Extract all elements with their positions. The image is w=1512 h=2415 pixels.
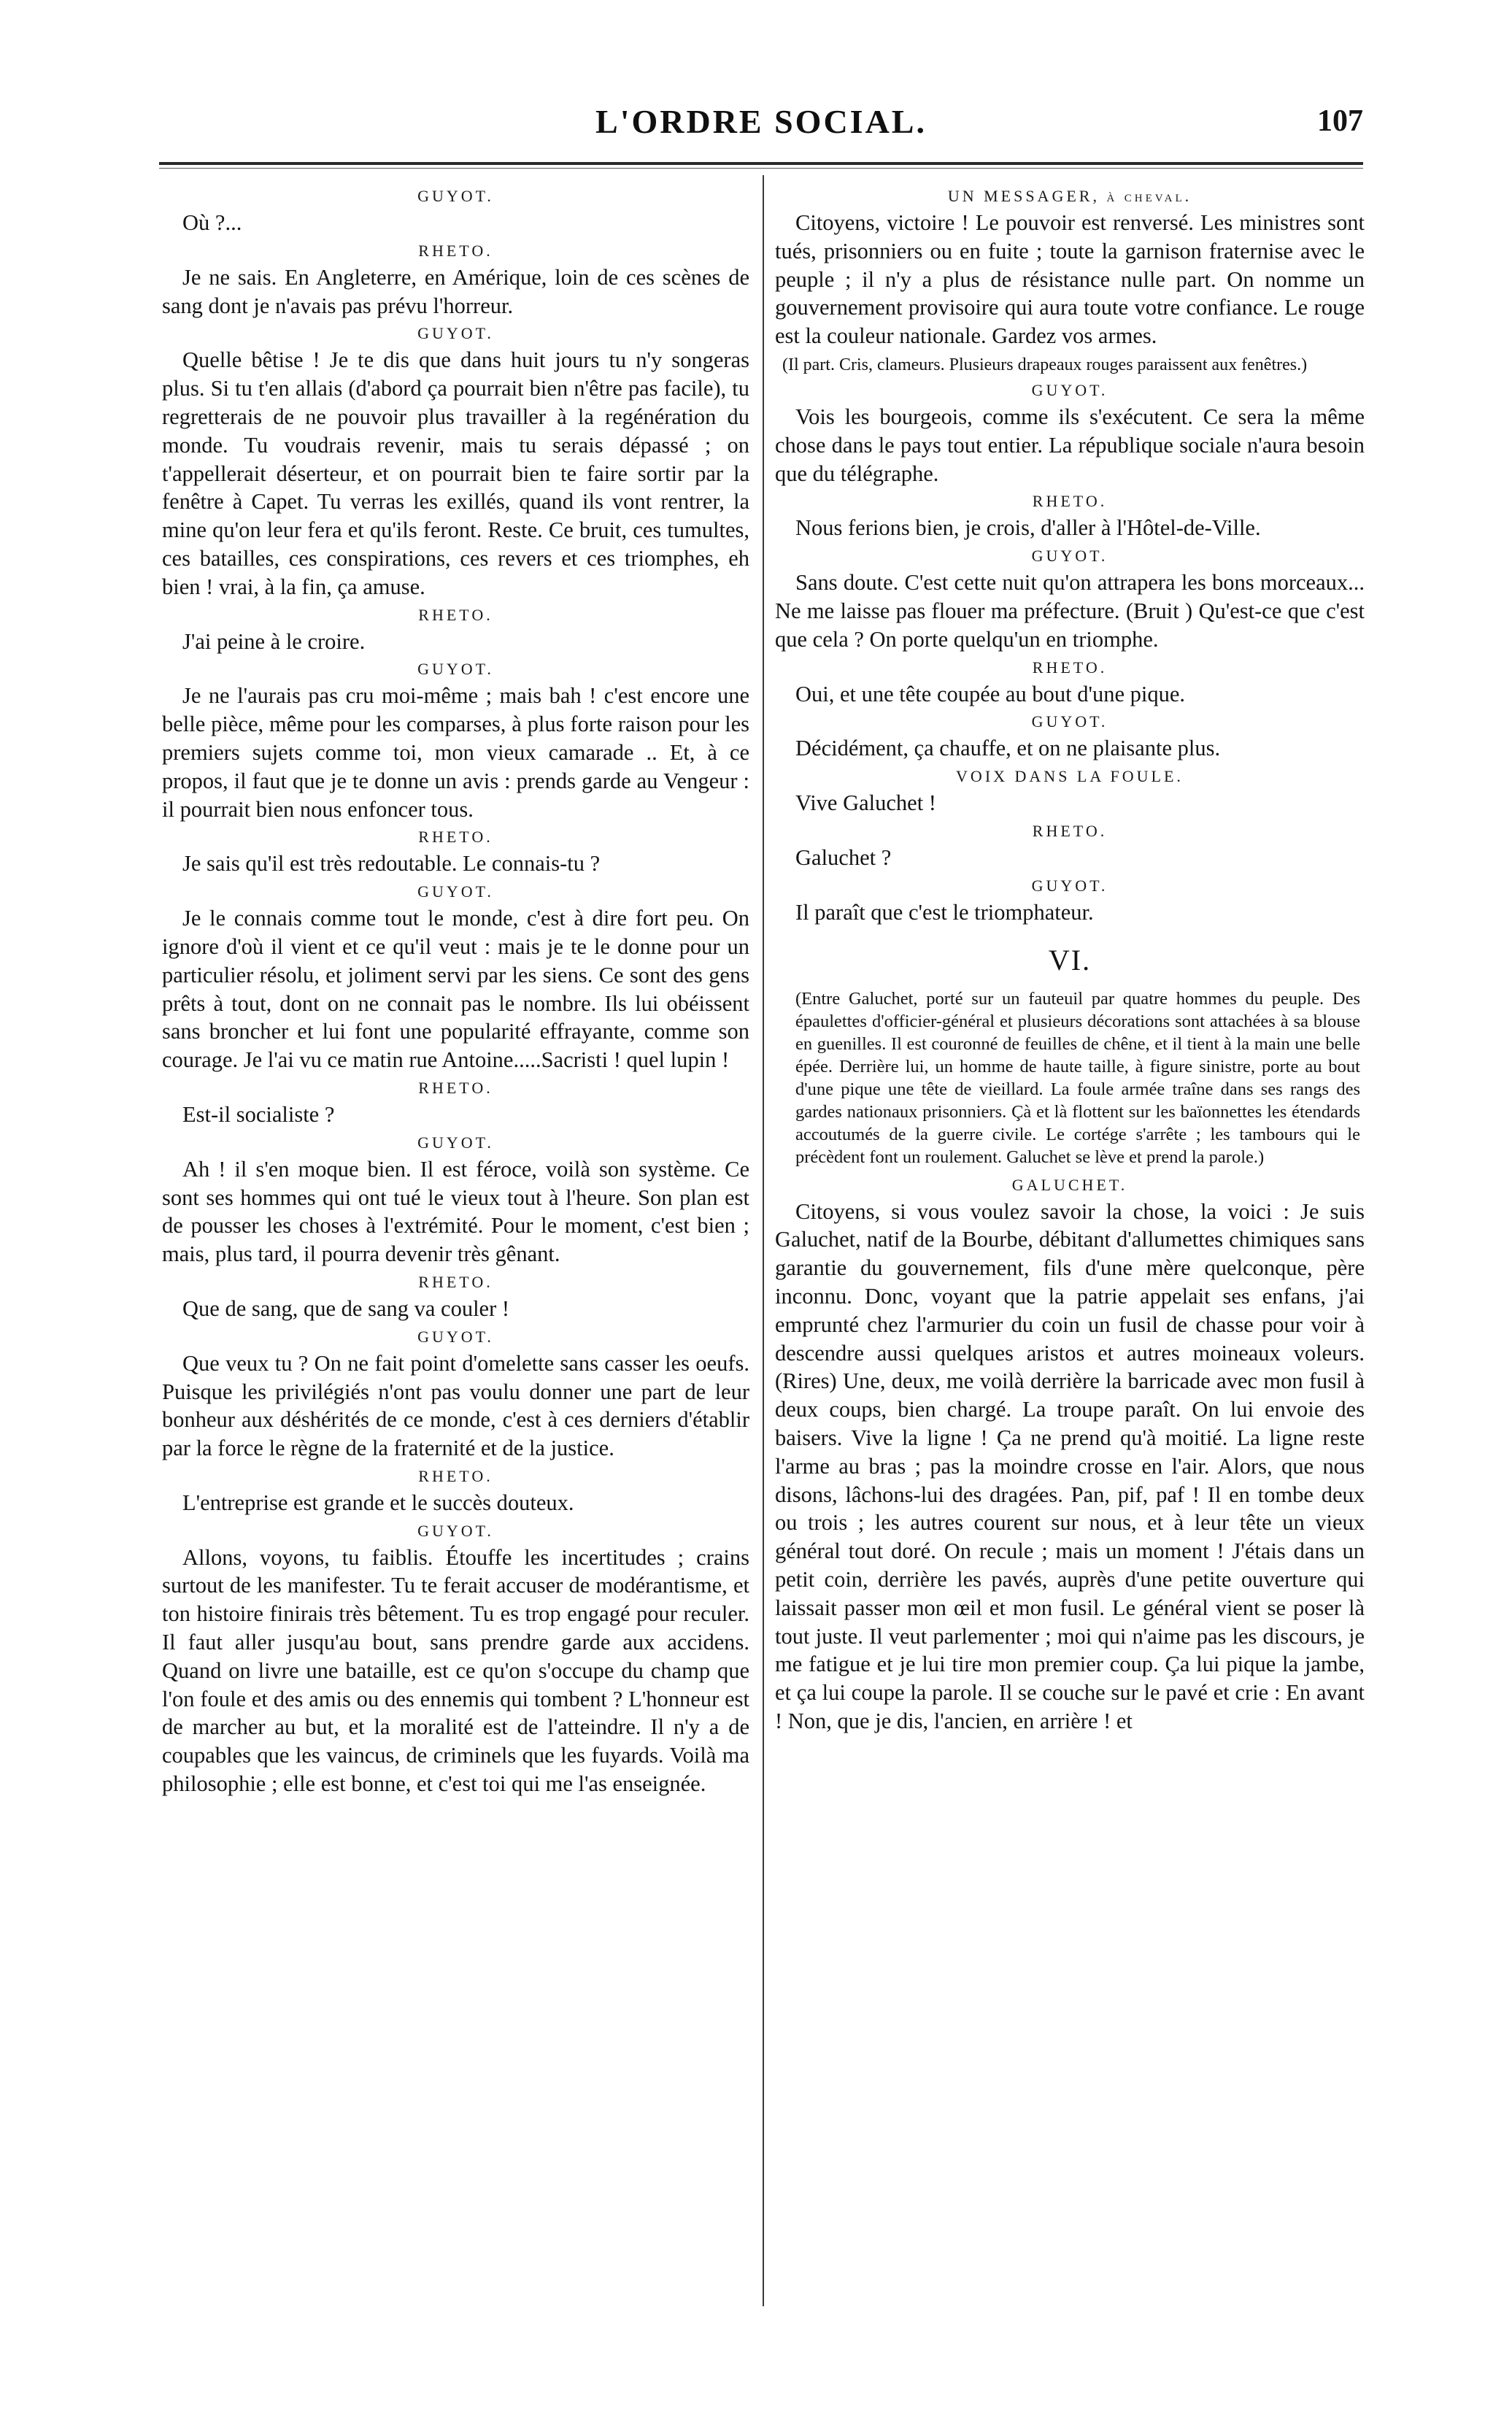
speaker-name: GUYOT.	[417, 187, 494, 205]
scene-heading: VI.	[1048, 943, 1092, 977]
dialogue-line: Je le connais comme tout le monde, c'est à dire fort peu. On ignore d'où il vient et ce qu'il veut : mais je te le donne pour un particulier résolu, et joliment servi par les siens. Ce sont des gens prêts à tout, dont on ne connait pas le nombre. Ils lui obéissent sans broncher et lui font une popularité effrayante, comme son courage. Je l'ai vu ce matin rue Antoine.....Sacristi ! quel lupin !	[162, 906, 749, 1073]
speaker-name: RHETO.	[1032, 658, 1108, 677]
dialogue-line: Je ne sais. En Angleterre, en Amérique, loin de ces scènes de sang dont je n'avais pas prévu l'horreur.	[162, 264, 749, 318]
dialogue-line: Citoyens, victoire ! Le pouvoir est renversé. Les ministres sont tués, prisonniers ou en fuite ; toute la garnison fraternise avec le peuple ; il n'y a plus de résistance nulle part. On nomme un gouvernement provisoire qui aura toute votre confiance. Le rouge est la couleur nationale. Gardez vos armes.	[775, 210, 1365, 349]
dialogue-line: Sans doute. C'est cette nuit qu'on attrapera les bons morceaux... Ne me laisse pas flouer ma préfecture. (Bruit ) Qu'est-ce que c'est que cela ? On porte quelqu'un en triomphe.	[775, 570, 1365, 652]
dialogue-line: Il paraît que c'est le triomphateur.	[795, 899, 1094, 925]
speaker-name: RHETO.	[1032, 492, 1108, 511]
speaker-name: UN MESSAGER, à cheval.	[947, 187, 1192, 205]
speaker-name: GUYOT.	[417, 1133, 494, 1152]
header-rule	[159, 162, 1363, 165]
speaker-name: RHETO.	[418, 828, 493, 847]
dialogue-line: Je sais qu'il est très redoutable. Le connais-tu ?	[182, 851, 601, 877]
dialogue-line: Galuchet ?	[795, 844, 892, 870]
page-number: 107	[1317, 104, 1363, 138]
dialogue-line: J'ai peine à le croire.	[182, 628, 366, 654]
dialogue-line: Citoyens, si vous voulez savoir la chose, la voici : Je suis Galuchet, natif de la Bourbe, débitant d'allumettes chimiques sans garantie du gouvernement, fils d'une mère quelconque, père inconnu. Donc, voyant que la patrie appelait ses enfans, j'ai emprunté chez l'armurier du coin un fusil de chasse pour voir à descendre aussi quelques aristos et autres moineaux voleurs. (Rires) Une, deux, me voilà derrière la barricade avec mon fusil à deux coups, bien chargé. La troupe paraît. On lui envoie des baisers. Vive la ligne ! Ça ne prend qu'à moitié. La ligne reste l'arme au bras ; pas la moindre crosse en l'air. Alors, que nous disons, lâchons-lui des dragées. Pan, pif, paf ! Il en tombe deux ou trois ; les autres courent sur nous, et à leur tête un vieux général tout doré. On recule ; mais un moment ! J'étais dans un petit coin, derrière les pavés, auprès d'une petite ouverture qui laissait passer mon œil et mon fusil. Le général vient se poser là tout juste. Il veut parlementer ; moi qui n'aime pas les discours, je me fatigue et je lui tire mon premier coup. Ça lui pique la jambe, et ça lui coupe la parole. Il se couche sur le pavé et crie : En avant ! Non, que je dis, l'ancien, en arrière ! et	[775, 1198, 1365, 1733]
dialogue-line: Oui, et une tête coupée au bout d'une pique.	[795, 681, 1185, 706]
stage-direction: (Entre Galuchet, porté sur un fauteuil par quatre hommes du peuple. Des épaulettes d'officier-général et plusieurs décorations sont attachées à sa blouse en guenilles. Il est couronné de feuilles de chêne, et il tient à la main une belle épée. Derrière lui, un homme de haute taille, à figure sinistre, porte au bout d'une pique une tête de vieillard. La foule armée traîne dans ses rangs des gardes nationaux prisonniers. Çà et là flottent sur les baïonnettes les étendards accoutumés de la guerre civile. Le cortége s'arrête ; les tambours qui le précèdent font un roulement. Galuchet se lève et prend la parole.)	[795, 988, 1360, 1167]
speaker-name: RHETO.	[418, 1272, 493, 1291]
speaker-name: GUYOT.	[1031, 712, 1108, 731]
dialogue-line: Que veux tu ? On ne fait point d'omelette sans casser les oeufs. Puisque les privilégiés n'ont pas voulu donner une part de leur bonheur aux déshérités de ce monde, c'est à ces derniers d'établir par la force le règne de la fraternité et de la justice.	[162, 1350, 749, 1461]
speaker-name: GUYOT.	[417, 1521, 494, 1540]
dialogue-line: L'entreprise est grande et le succès douteux.	[182, 1490, 574, 1515]
page-title: L'ORDRE SOCIAL.	[595, 103, 927, 140]
left-column	[162, 182, 749, 1801]
speaker-name: RHETO.	[418, 241, 493, 260]
speaker-name: GUYOT.	[417, 882, 494, 901]
dialogue-line: Je ne l'aurais pas cru moi-même ; mais bah ! c'est encore une belle pièce, même pour les comparses, à plus forte raison pour les premiers sujets comme toi, mon vieux camarade .. Et, à ce propos, il faut que je te donne un avis : prends garde au Vengeur : il pourrait bien nous enfoncer tous.	[162, 683, 749, 822]
speaker-name: RHETO.	[1032, 821, 1108, 840]
speaker-name: GUYOT.	[417, 660, 494, 679]
dialogue-line: Est-il socialiste ?	[182, 1101, 335, 1127]
speaker-name: RHETO.	[418, 1078, 493, 1097]
dialogue-line: Que de sang, que de sang va couler !	[182, 1295, 510, 1321]
dialogue-line: Où ?...	[182, 210, 242, 235]
dialogue-line: Ah ! il s'en moque bien. Il est féroce, voilà son système. Ce sont ses hommes qui ont tué le vieux tout à l'heure. Son plan est de pousser les choses à l'extrémité. Pour le moment, c'est bien ; mais, plus tard, il pourra devenir très gênant.	[162, 1156, 749, 1267]
speaker-name: VOIX DANS LA FOULE.	[956, 767, 1184, 786]
column-divider	[763, 175, 764, 2306]
dialogue-line: Vive Galuchet !	[795, 790, 936, 816]
speaker-name: RHETO.	[418, 1466, 493, 1485]
speaker-name: GUYOT.	[417, 1327, 494, 1346]
dialogue-line: Vois les bourgeois, comme ils s'exécutent. Ce sera la même chose dans le pays tout entier. La république sociale n'aura besoin que du télégraphe.	[775, 404, 1365, 486]
speaker-name: GUYOT.	[1031, 380, 1108, 399]
stage-direction: (Il part. Cris, clameurs. Plusieurs drapeaux rouges paraissent aux fenêtres.)	[782, 355, 1308, 374]
speaker-name: GUYOT.	[1031, 547, 1108, 566]
speaker-name: GALUCHET.	[1011, 1175, 1128, 1194]
speaker-name: RHETO.	[418, 605, 493, 624]
speaker-name: GUYOT.	[1031, 876, 1108, 895]
page-header	[159, 102, 1363, 161]
dialogue-line: Décidément, ça chauffe, et on ne plaisante plus.	[795, 736, 1221, 761]
dialogue-line: Allons, voyons, tu faiblis. Étouffe les incertitudes ; crains surtout de les manifester. Tu te ferait accuser de modérantisme, et ton histoire finirais très bêtement. Tu es trop engagé pour reculer. Il faut aller jusqu'au bout, sans prendre garde aux accidens. Quand on livre une bataille, est ce qu'on s'occupe du champ que l'on foule et des amis ou des ennemis qui tombent ? L'honneur est de marcher au but, et la moralité est de l'atteindre. Il n'y a de coupables que les vaincus, de criminels que les fuyards. Voilà ma philosophie ; elle est bonne, et c'est toi qui me l'as enseignée.	[162, 1544, 749, 1797]
right-column	[775, 182, 1365, 1738]
dialogue-line: Quelle bêtise ! Je te dis que dans huit jours tu n'y songeras plus. Si tu t'en allais (d'abord ça pourrait bien n'être pas facile), tu regretterais de ne pouvoir plus travailler à la regénération du monde. Tu voudrais revenir, mais tu serais dépassé ; on t'appellerait déserteur, et on pourrait bien te faire sortir par la fenêtre à Capet. Tu verras les exillés, quand ils vont rentrer, la mine qu'on leur fera et qu'ils feront. Reste. Ce bruit, ces tumultes, ces batailles, ces conspirations, ces revers et ces triomphes, eh bien ! vrai, à la fin, ça amuse.	[162, 347, 749, 599]
header-rule-thin	[159, 168, 1363, 169]
speaker-name: GUYOT.	[417, 324, 494, 343]
dialogue-line: Nous ferions bien, je crois, d'aller à l'Hôtel-de-Ville.	[795, 515, 1261, 541]
